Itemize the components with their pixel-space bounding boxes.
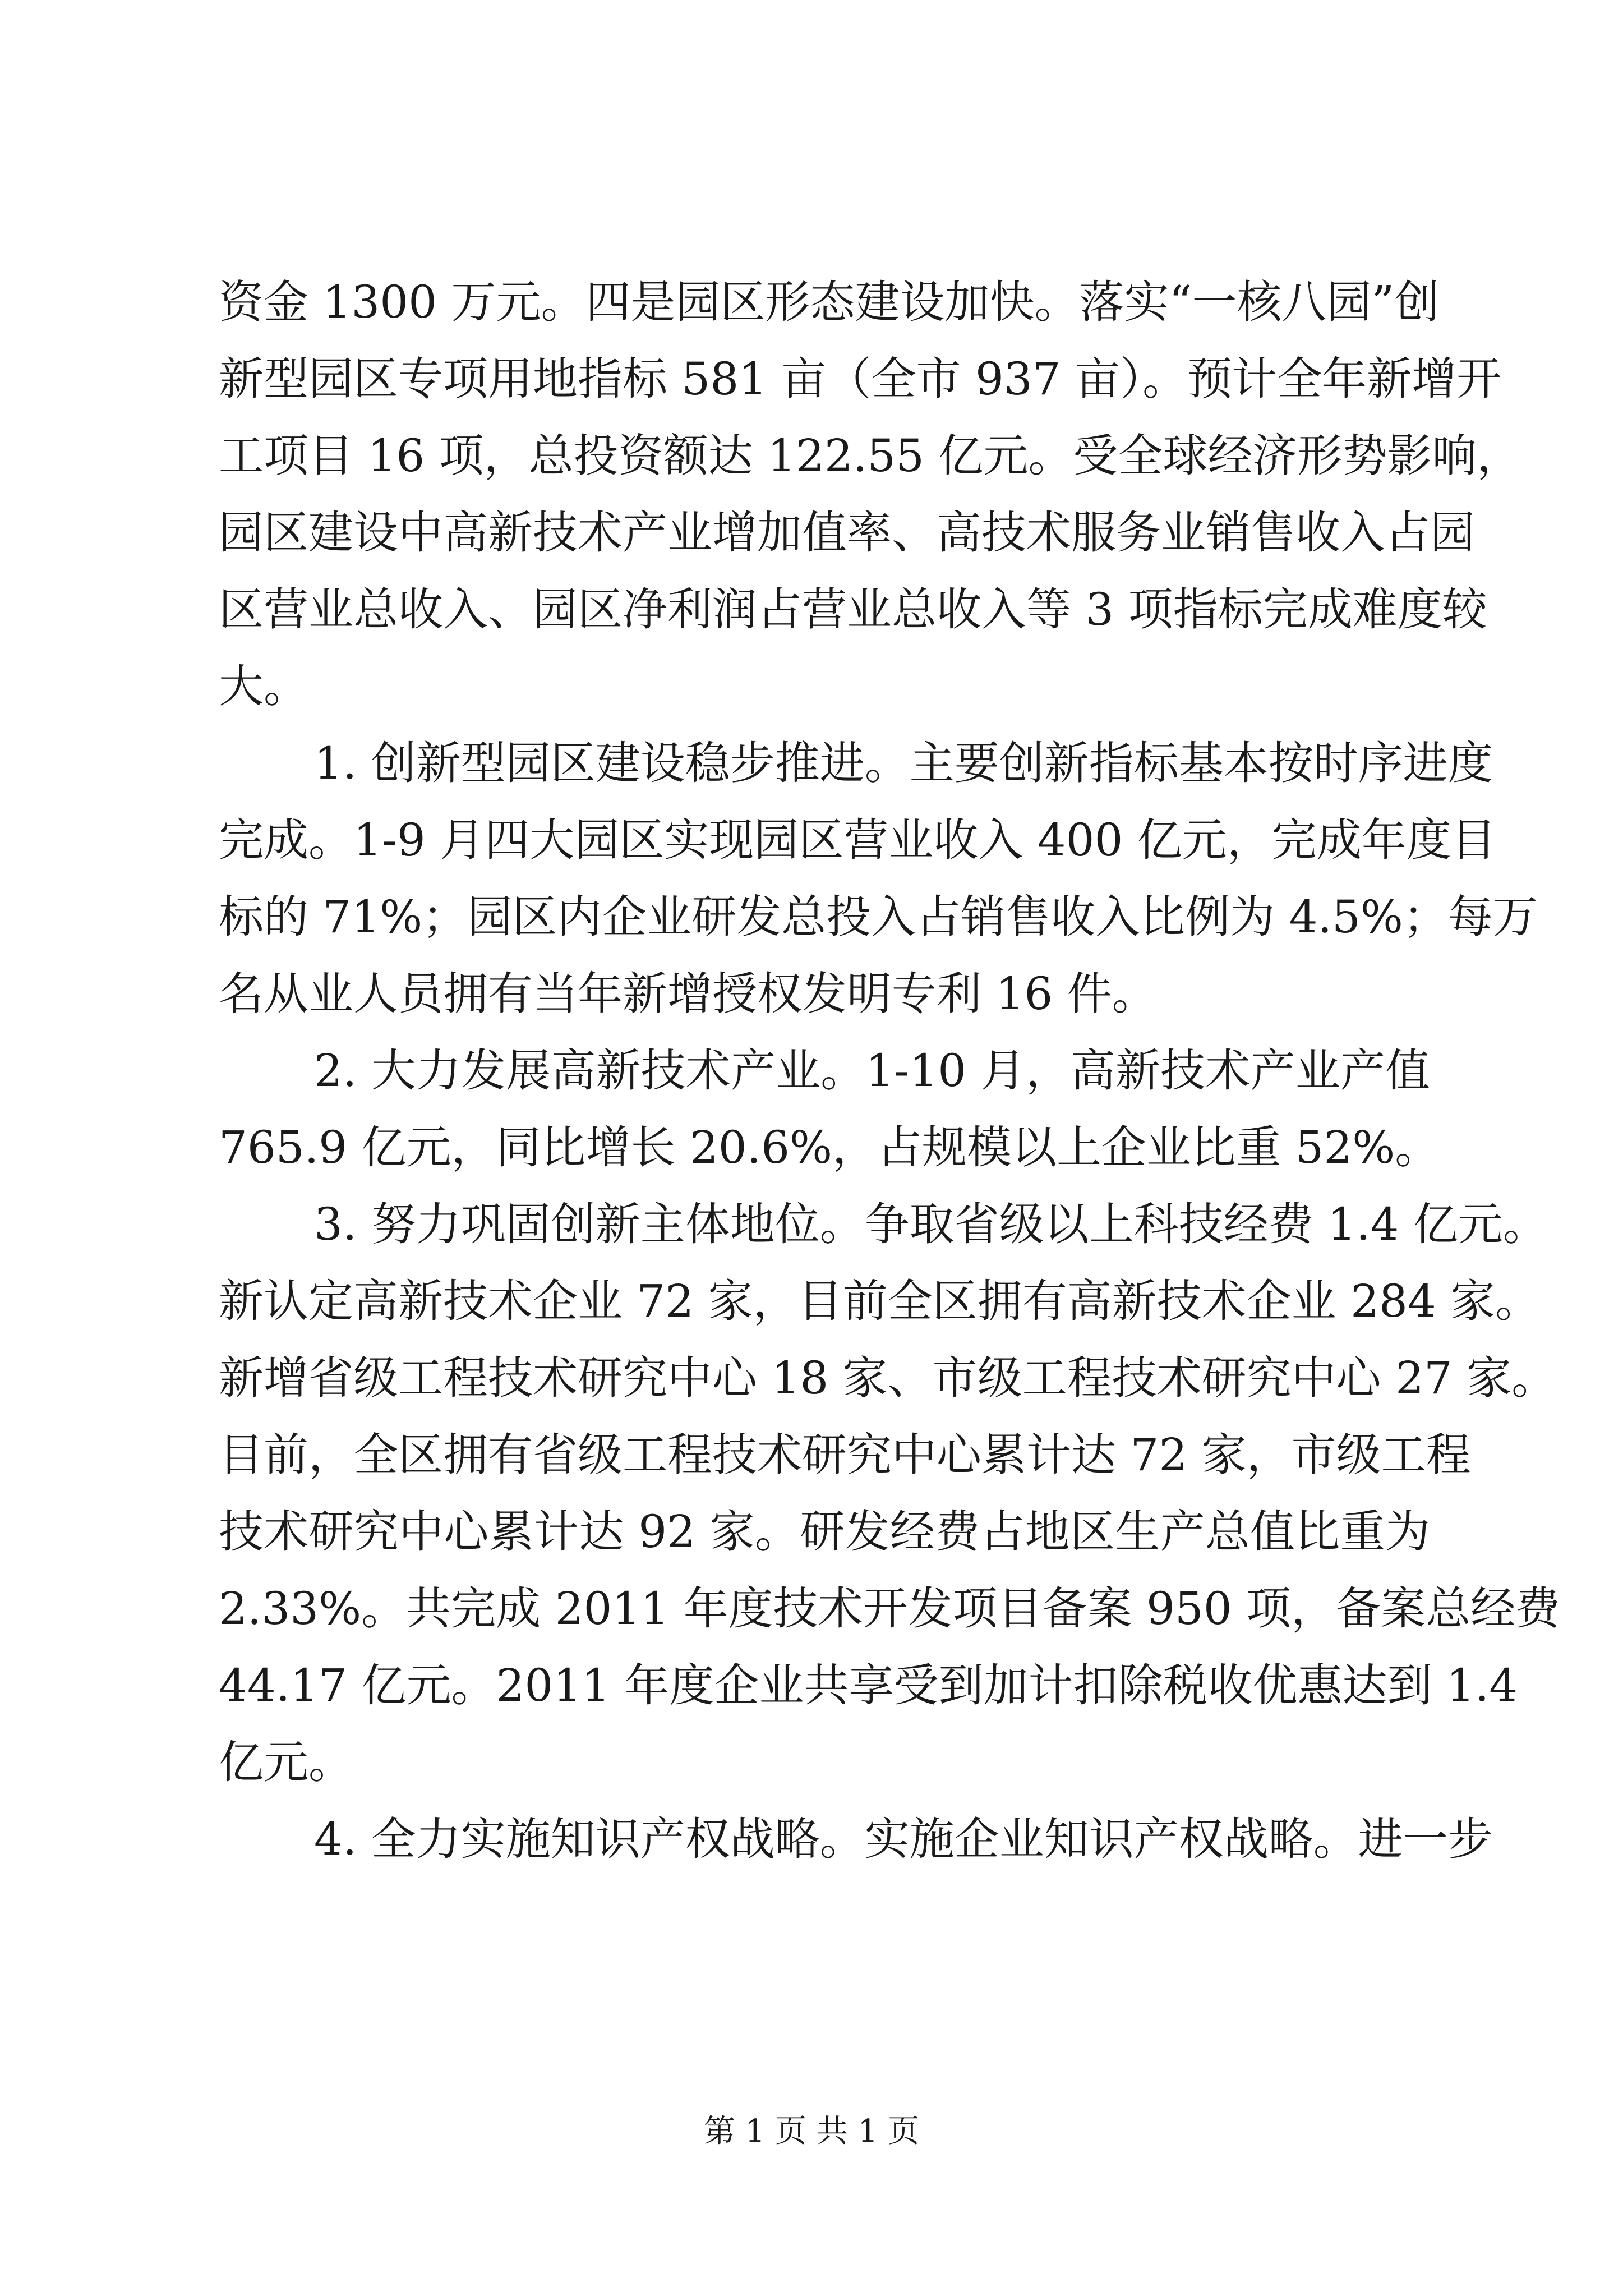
- text-line: 完成。1-9 月四大园区实现园区营业收入 400 亿元，完成年度目: [219, 814, 1496, 866]
- text-line: 目前，全区拥有省级工程技术研究中心累计达 72 家，市级工程: [219, 1429, 1471, 1481]
- paragraph-first-line: 1. 创新型园区建设稳步推进。主要创新指标基本按时序进度: [314, 737, 1493, 789]
- page-number-label: 第 1 页 共 1 页: [703, 2113, 920, 2150]
- paragraph-first-line: 2. 大力发展高新技术产业。1-10 月，高新技术产业产值: [314, 1045, 1430, 1097]
- text-line: 技术研究中心累计达 92 家。研发经费占地区生产总值比重为: [219, 1506, 1430, 1558]
- text-line: 名从业人员拥有当年新增授权发明专利 16 件。: [219, 968, 1157, 1020]
- paragraph-first-line: 4. 全力实施知识产权战略。实施企业知识产权战略。进一步: [314, 1813, 1493, 1865]
- text-line: 765.9 亿元，同比增长 20.6%，占规模以上企业比重 52%。: [219, 1121, 1440, 1174]
- text-line: 资金 1300 万元。四是园区形态建设加快。落实“一核八园”创: [219, 276, 1440, 328]
- text-line: 区营业总收入、园区净利润占营业总收入等 3 项指标完成难度较: [219, 583, 1487, 636]
- text-line: 新型园区专项用地指标 581 亩（全市 937 亩）。预计全年新增开: [219, 353, 1502, 405]
- page-footer: [0, 2109, 1623, 2154]
- document-body: [219, 264, 1561, 1878]
- text-line: 标的 71%；园区内企业研发总投入占销售收入比例为 4.5%；每万: [219, 891, 1538, 943]
- text-line: 工项目 16 项，总投资额达 122.55 亿元。受全球经济形势影响，: [219, 430, 1522, 482]
- text-line: 亿元。: [219, 1736, 353, 1788]
- text-line: 44.17 亿元。2011 年度企业共享受到加计扣除税收优惠达到 1.4: [219, 1659, 1518, 1711]
- text-line: 新认定高新技术企业 72 家，目前全区拥有高新技术企业 284 家。: [219, 1275, 1541, 1327]
- text-line: 2.33%。共完成 2011 年度技术开发项目备案 950 项，备案总经费: [219, 1582, 1561, 1635]
- text-line: 大。: [219, 660, 308, 712]
- text-line: 新增省级工程技术研究中心 18 家、市级工程技术研究中心 27 家。: [219, 1352, 1557, 1404]
- text-line: 园区建设中高新技术产业增加值率、高技术服务业销售收入占园: [219, 507, 1475, 559]
- paragraph-first-line: 3. 努力巩固创新主体地位。争取省级以上科技经费 1.4 亿元。: [314, 1198, 1548, 1250]
